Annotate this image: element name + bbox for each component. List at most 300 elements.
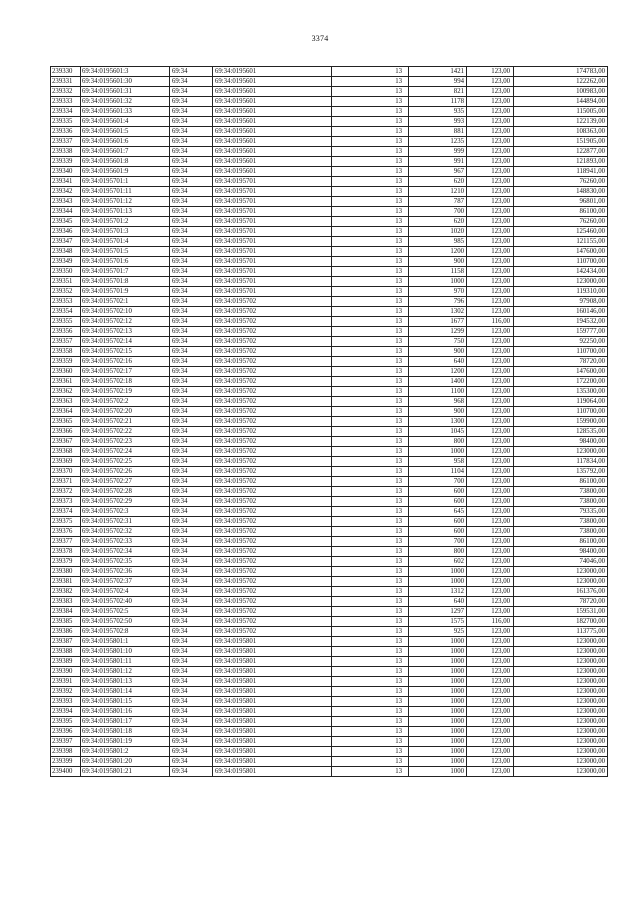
district-code-cell: 69:34	[170, 177, 213, 187]
cadastral-number-cell: 69:34:0195701:9	[81, 287, 170, 297]
cadastral-block-cell: 69:34:0195701	[213, 217, 332, 227]
row-number-cell: 239351	[51, 277, 81, 287]
area-cell: 1297	[409, 607, 467, 617]
cadastral-block-cell: 69:34:0195701	[213, 257, 332, 267]
category-code-cell: 13	[332, 427, 409, 437]
cadastral-number-cell: 69:34:0195702:33	[81, 537, 170, 547]
row-number-cell: 239399	[51, 757, 81, 767]
cadastral-number-cell: 69:34:0195601:4	[81, 117, 170, 127]
row-number-cell: 239356	[51, 327, 81, 337]
cadastral-block-cell: 69:34:0195702	[213, 487, 332, 497]
price-cell: 123,00	[467, 177, 514, 187]
cadastral-block-cell: 69:34:0195702	[213, 567, 332, 577]
category-code-cell: 13	[332, 327, 409, 337]
table-row	[51, 177, 608, 187]
value-cell: 121893,00	[514, 157, 608, 167]
district-code-cell: 69:34	[170, 637, 213, 647]
area-cell: 1000	[409, 667, 467, 677]
row-number-cell: 239373	[51, 497, 81, 507]
area-cell: 1000	[409, 707, 467, 717]
table-row	[51, 117, 608, 127]
table-row	[51, 667, 608, 677]
cadastral-number-cell: 69:34:0195601:7	[81, 147, 170, 157]
area-cell: 1178	[409, 97, 467, 107]
price-cell: 123,00	[467, 227, 514, 237]
cadastral-block-cell: 69:34:0195702	[213, 447, 332, 457]
price-cell: 123,00	[467, 207, 514, 217]
area-cell: 1158	[409, 267, 467, 277]
category-code-cell: 13	[332, 197, 409, 207]
table-row	[51, 597, 608, 607]
row-number-cell: 239352	[51, 287, 81, 297]
row-number-cell: 239341	[51, 177, 81, 187]
price-cell: 123,00	[467, 677, 514, 687]
price-cell: 123,00	[467, 607, 514, 617]
value-cell: 73800,00	[514, 497, 608, 507]
value-cell: 125460,00	[514, 227, 608, 237]
table-row	[51, 487, 608, 497]
cadastral-number-cell: 69:34:0195601:32	[81, 97, 170, 107]
category-code-cell: 13	[332, 507, 409, 517]
cadastral-block-cell: 69:34:0195601	[213, 137, 332, 147]
district-code-cell: 69:34	[170, 87, 213, 97]
district-code-cell: 69:34	[170, 437, 213, 447]
district-code-cell: 69:34	[170, 337, 213, 347]
category-code-cell: 13	[332, 547, 409, 557]
table-row	[51, 147, 608, 157]
district-code-cell: 69:34	[170, 477, 213, 487]
district-code-cell: 69:34	[170, 297, 213, 307]
district-code-cell: 69:34	[170, 757, 213, 767]
price-cell: 116,00	[467, 617, 514, 627]
price-cell: 123,00	[467, 767, 514, 777]
district-code-cell: 69:34	[170, 107, 213, 117]
row-number-cell: 239376	[51, 527, 81, 537]
category-code-cell: 13	[332, 437, 409, 447]
row-number-cell: 239385	[51, 617, 81, 627]
value-cell: 123000,00	[514, 447, 608, 457]
price-cell: 123,00	[467, 717, 514, 727]
area-cell: 1200	[409, 247, 467, 257]
value-cell: 121155,00	[514, 237, 608, 247]
value-cell: 100983,00	[514, 87, 608, 97]
value-cell: 174783,00	[514, 67, 608, 77]
cadastral-number-cell: 69:34:0195702:18	[81, 377, 170, 387]
category-code-cell: 13	[332, 337, 409, 347]
area-cell: 900	[409, 347, 467, 357]
value-cell: 128535,00	[514, 427, 608, 437]
table-row	[51, 237, 608, 247]
area-cell: 1000	[409, 677, 467, 687]
category-code-cell: 13	[332, 77, 409, 87]
table-row	[51, 547, 608, 557]
row-number-cell: 239346	[51, 227, 81, 237]
row-number-cell: 239365	[51, 417, 81, 427]
category-code-cell: 13	[332, 607, 409, 617]
cadastral-block-cell: 69:34:0195801	[213, 707, 332, 717]
area-cell: 1299	[409, 327, 467, 337]
row-number-cell: 239332	[51, 87, 81, 97]
area-cell: 602	[409, 557, 467, 567]
price-cell: 123,00	[467, 127, 514, 137]
value-cell: 123000,00	[514, 577, 608, 587]
cadastral-number-cell: 69:34:0195702:32	[81, 527, 170, 537]
value-cell: 78720,00	[514, 357, 608, 367]
row-number-cell: 239383	[51, 597, 81, 607]
cadastral-number-cell: 69:34:0195701:12	[81, 197, 170, 207]
district-code-cell: 69:34	[170, 267, 213, 277]
category-code-cell: 13	[332, 617, 409, 627]
table-row	[51, 587, 608, 597]
row-number-cell: 239400	[51, 767, 81, 777]
price-cell: 123,00	[467, 297, 514, 307]
area-cell: 1400	[409, 377, 467, 387]
table-row	[51, 207, 608, 217]
value-cell: 161376,00	[514, 587, 608, 597]
price-cell: 123,00	[467, 197, 514, 207]
value-cell: 86100,00	[514, 477, 608, 487]
price-cell: 123,00	[467, 457, 514, 467]
cadastral-number-cell: 69:34:0195702:25	[81, 457, 170, 467]
cadastral-block-cell: 69:34:0195702	[213, 617, 332, 627]
category-code-cell: 13	[332, 357, 409, 367]
category-code-cell: 13	[332, 737, 409, 747]
cadastral-number-cell: 69:34:0195801:15	[81, 697, 170, 707]
value-cell: 147600,00	[514, 247, 608, 257]
price-cell: 123,00	[467, 537, 514, 547]
category-code-cell: 13	[332, 307, 409, 317]
cadastral-block-cell: 69:34:0195702	[213, 337, 332, 347]
row-number-cell: 239391	[51, 677, 81, 687]
price-cell: 123,00	[467, 117, 514, 127]
price-cell: 123,00	[467, 707, 514, 717]
value-cell: 110700,00	[514, 407, 608, 417]
table-row	[51, 757, 608, 767]
cadastral-block-cell: 69:34:0195601	[213, 107, 332, 117]
price-cell: 123,00	[467, 497, 514, 507]
area-cell: 800	[409, 437, 467, 447]
cadastral-number-cell: 69:34:0195702:40	[81, 597, 170, 607]
row-number-cell: 239363	[51, 397, 81, 407]
value-cell: 123000,00	[514, 647, 608, 657]
cadastral-block-cell: 69:34:0195702	[213, 297, 332, 307]
price-cell: 123,00	[467, 527, 514, 537]
price-cell: 123,00	[467, 407, 514, 417]
table-row	[51, 227, 608, 237]
cadastral-number-cell: 69:34:0195801:1	[81, 637, 170, 647]
cadastral-number-cell: 69:34:0195801:18	[81, 727, 170, 737]
district-code-cell: 69:34	[170, 97, 213, 107]
value-cell: 117834,00	[514, 457, 608, 467]
cadastral-block-cell: 69:34:0195702	[213, 307, 332, 317]
area-cell: 968	[409, 397, 467, 407]
cadastral-block-cell: 69:34:0195702	[213, 477, 332, 487]
district-code-cell: 69:34	[170, 697, 213, 707]
district-code-cell: 69:34	[170, 367, 213, 377]
value-cell: 98400,00	[514, 547, 608, 557]
cadastral-block-cell: 69:34:0195601	[213, 77, 332, 87]
row-number-cell: 239347	[51, 237, 81, 247]
row-number-cell: 239360	[51, 367, 81, 377]
category-code-cell: 13	[332, 317, 409, 327]
table-row	[51, 647, 608, 657]
area-cell: 600	[409, 517, 467, 527]
cadastral-number-cell: 69:34:0195702:19	[81, 387, 170, 397]
area-cell: 1302	[409, 307, 467, 317]
cadastral-number-cell: 69:34:0195702:22	[81, 427, 170, 437]
cadastral-number-cell: 69:34:0195701:6	[81, 257, 170, 267]
price-cell: 123,00	[467, 337, 514, 347]
price-cell: 123,00	[467, 67, 514, 77]
value-cell: 172200,00	[514, 377, 608, 387]
district-code-cell: 69:34	[170, 257, 213, 267]
price-cell: 123,00	[467, 647, 514, 657]
area-cell: 1210	[409, 187, 467, 197]
table-row	[51, 537, 608, 547]
value-cell: 78720,00	[514, 597, 608, 607]
cadastral-block-cell: 69:34:0195801	[213, 647, 332, 657]
district-code-cell: 69:34	[170, 687, 213, 697]
district-code-cell: 69:34	[170, 327, 213, 337]
category-code-cell: 13	[332, 457, 409, 467]
area-cell: 600	[409, 497, 467, 507]
table-row	[51, 477, 608, 487]
row-number-cell: 239384	[51, 607, 81, 617]
value-cell: 159531,00	[514, 607, 608, 617]
district-code-cell: 69:34	[170, 547, 213, 557]
area-cell: 1000	[409, 277, 467, 287]
value-cell: 123000,00	[514, 727, 608, 737]
cadastral-number-cell: 69:34:0195702:29	[81, 497, 170, 507]
category-code-cell: 13	[332, 537, 409, 547]
row-number-cell: 239371	[51, 477, 81, 487]
district-code-cell: 69:34	[170, 567, 213, 577]
table-row	[51, 707, 608, 717]
cadastral-number-cell: 69:34:0195702:50	[81, 617, 170, 627]
cadastral-number-cell: 69:34:0195702:28	[81, 487, 170, 497]
table-row	[51, 377, 608, 387]
cadastral-block-cell: 69:34:0195702	[213, 507, 332, 517]
value-cell: 122877,00	[514, 147, 608, 157]
area-cell: 1000	[409, 747, 467, 757]
row-number-cell: 239336	[51, 127, 81, 137]
district-code-cell: 69:34	[170, 237, 213, 247]
area-cell: 1000	[409, 757, 467, 767]
area-cell: 1100	[409, 387, 467, 397]
value-cell: 148830,00	[514, 187, 608, 197]
cadastral-block-cell: 69:34:0195701	[213, 287, 332, 297]
district-code-cell: 69:34	[170, 377, 213, 387]
table-row	[51, 417, 608, 427]
price-cell: 123,00	[467, 387, 514, 397]
cadastral-number-cell: 69:34:0195701:3	[81, 227, 170, 237]
area-cell: 1000	[409, 647, 467, 657]
cadastral-block-cell: 69:34:0195801	[213, 687, 332, 697]
value-cell: 79335,00	[514, 507, 608, 517]
cadastral-block-cell: 69:34:0195702	[213, 387, 332, 397]
category-code-cell: 13	[332, 587, 409, 597]
area-cell: 1000	[409, 697, 467, 707]
value-cell: 73800,00	[514, 517, 608, 527]
table-row	[51, 507, 608, 517]
value-cell: 97908,00	[514, 297, 608, 307]
area-cell: 900	[409, 407, 467, 417]
district-code-cell: 69:34	[170, 347, 213, 357]
price-cell: 123,00	[467, 357, 514, 367]
category-code-cell: 13	[332, 767, 409, 777]
row-number-cell: 239393	[51, 697, 81, 707]
value-cell: 135792,00	[514, 467, 608, 477]
category-code-cell: 13	[332, 417, 409, 427]
cadastral-number-cell: 69:34:0195801:14	[81, 687, 170, 697]
category-code-cell: 13	[332, 567, 409, 577]
value-cell: 123000,00	[514, 767, 608, 777]
row-number-cell: 239345	[51, 217, 81, 227]
row-number-cell: 239382	[51, 587, 81, 597]
table-row	[51, 427, 608, 437]
cadastral-block-cell: 69:34:0195702	[213, 397, 332, 407]
table-row	[51, 87, 608, 97]
table-row	[51, 657, 608, 667]
price-cell: 123,00	[467, 547, 514, 557]
area-cell: 1300	[409, 417, 467, 427]
district-code-cell: 69:34	[170, 197, 213, 207]
value-cell: 194532,00	[514, 317, 608, 327]
table-row	[51, 197, 608, 207]
category-code-cell: 13	[332, 97, 409, 107]
price-cell: 123,00	[467, 137, 514, 147]
table-row	[51, 67, 608, 77]
category-code-cell: 13	[332, 747, 409, 757]
category-code-cell: 13	[332, 757, 409, 767]
value-cell: 115005,00	[514, 107, 608, 117]
price-cell: 123,00	[467, 687, 514, 697]
row-number-cell: 239397	[51, 737, 81, 747]
district-code-cell: 69:34	[170, 717, 213, 727]
cadastral-block-cell: 69:34:0195702	[213, 327, 332, 337]
value-cell: 86100,00	[514, 537, 608, 547]
district-code-cell: 69:34	[170, 727, 213, 737]
cadastral-block-cell: 69:34:0195702	[213, 347, 332, 357]
row-number-cell: 239359	[51, 357, 81, 367]
price-cell: 123,00	[467, 87, 514, 97]
category-code-cell: 13	[332, 207, 409, 217]
row-number-cell: 239381	[51, 577, 81, 587]
cadastral-table	[50, 66, 608, 777]
area-cell: 645	[409, 507, 467, 517]
district-code-cell: 69:34	[170, 357, 213, 367]
category-code-cell: 13	[332, 477, 409, 487]
price-cell: 123,00	[467, 447, 514, 457]
cadastral-number-cell: 69:34:0195801:10	[81, 647, 170, 657]
price-cell: 123,00	[467, 377, 514, 387]
value-cell: 147600,00	[514, 367, 608, 377]
district-code-cell: 69:34	[170, 707, 213, 717]
cadastral-number-cell: 69:34:0195702:16	[81, 357, 170, 367]
value-cell: 159900,00	[514, 417, 608, 427]
category-code-cell: 13	[332, 107, 409, 117]
price-cell: 123,00	[467, 637, 514, 647]
area-cell: 600	[409, 527, 467, 537]
value-cell: 123000,00	[514, 747, 608, 757]
row-number-cell: 239340	[51, 167, 81, 177]
value-cell: 123000,00	[514, 707, 608, 717]
cadastral-number-cell: 69:34:0195702:1	[81, 297, 170, 307]
category-code-cell: 13	[332, 527, 409, 537]
cadastral-block-cell: 69:34:0195801	[213, 717, 332, 727]
price-cell: 123,00	[467, 257, 514, 267]
value-cell: 123000,00	[514, 717, 608, 727]
cadastral-block-cell: 69:34:0195801	[213, 667, 332, 677]
area-cell: 796	[409, 297, 467, 307]
district-code-cell: 69:34	[170, 747, 213, 757]
price-cell: 123,00	[467, 567, 514, 577]
table-row	[51, 247, 608, 257]
cadastral-number-cell: 69:34:0195801:20	[81, 757, 170, 767]
table-row	[51, 127, 608, 137]
cadastral-number-cell: 69:34:0195701:7	[81, 267, 170, 277]
cadastral-number-cell: 69:34:0195801:13	[81, 677, 170, 687]
cadastral-block-cell: 69:34:0195601	[213, 97, 332, 107]
row-number-cell: 239375	[51, 517, 81, 527]
cadastral-number-cell: 69:34:0195601:3	[81, 67, 170, 77]
table-row	[51, 317, 608, 327]
district-code-cell: 69:34	[170, 577, 213, 587]
category-code-cell: 13	[332, 177, 409, 187]
cadastral-number-cell: 69:34:0195702:36	[81, 567, 170, 577]
price-cell: 123,00	[467, 507, 514, 517]
category-code-cell: 13	[332, 467, 409, 477]
district-code-cell: 69:34	[170, 497, 213, 507]
cadastral-block-cell: 69:34:0195701	[213, 247, 332, 257]
category-code-cell: 13	[332, 347, 409, 357]
value-cell: 123000,00	[514, 637, 608, 647]
value-cell: 122262,00	[514, 77, 608, 87]
value-cell: 73800,00	[514, 487, 608, 497]
table-row	[51, 607, 608, 617]
cadastral-block-cell: 69:34:0195701	[213, 237, 332, 247]
category-code-cell: 13	[332, 647, 409, 657]
row-number-cell: 239369	[51, 457, 81, 467]
table-row	[51, 387, 608, 397]
price-cell: 123,00	[467, 107, 514, 117]
price-cell: 123,00	[467, 697, 514, 707]
category-code-cell: 13	[332, 67, 409, 77]
cadastral-block-cell: 69:34:0195701	[213, 197, 332, 207]
row-number-cell: 239398	[51, 747, 81, 757]
row-number-cell: 239386	[51, 627, 81, 637]
table-row	[51, 747, 608, 757]
table-row	[51, 637, 608, 647]
row-number-cell: 239349	[51, 257, 81, 267]
cadastral-number-cell: 69:34:0195702:17	[81, 367, 170, 377]
cadastral-number-cell: 69:34:0195801:2	[81, 747, 170, 757]
area-cell: 1104	[409, 467, 467, 477]
value-cell: 119310,00	[514, 287, 608, 297]
area-cell: 994	[409, 77, 467, 87]
district-code-cell: 69:34	[170, 287, 213, 297]
area-cell: 1677	[409, 317, 467, 327]
table-row	[51, 697, 608, 707]
cadastral-block-cell: 69:34:0195702	[213, 437, 332, 447]
district-code-cell: 69:34	[170, 417, 213, 427]
district-code-cell: 69:34	[170, 677, 213, 687]
row-number-cell: 239355	[51, 317, 81, 327]
price-cell: 123,00	[467, 147, 514, 157]
area-cell: 800	[409, 547, 467, 557]
cadastral-block-cell: 69:34:0195702	[213, 317, 332, 327]
table-row	[51, 467, 608, 477]
